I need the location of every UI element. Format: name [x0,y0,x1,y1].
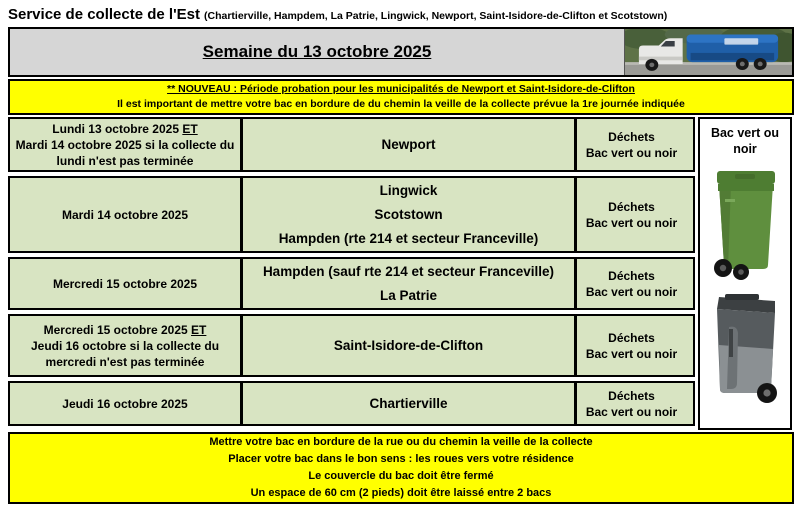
waste-cell [574,119,686,170]
instruction-line: Mettre votre bac en bordure de la rue ou du chemin la veille de la collecte [209,436,593,448]
bin-column-label: Bac vert ou noir [710,126,780,156]
waste-bin: Bac vert ou noir [585,404,678,419]
waste-type: Déchets [608,388,655,403]
waste-bin: Bac vert ou noir [585,346,678,361]
waste-type: Déchets [608,268,655,283]
municipality-cell [240,178,574,251]
date-cell [10,383,240,424]
collection-schedule-document [8,6,794,504]
week-banner [8,27,794,77]
date-et: ET [191,322,207,337]
municipality-name: Hampden (rte 214 et secteur Franceville) [278,230,539,246]
date-cell [10,316,240,375]
waste-cell [574,383,686,424]
date-text: Lundi 13 octobre 2025 [52,121,179,136]
municipality-name: Hampden (sauf rte 214 et secteur Franceville) [262,263,555,279]
date-text: Jeudi 16 octobre 2025 [62,396,188,411]
date-cell [10,178,240,251]
municipality-cell [240,259,574,308]
date-cell [10,259,240,308]
document-title: Service de collecte de l'Est [8,6,200,23]
waste-cell [574,178,686,251]
waste-bin: Bac vert ou noir [585,215,678,230]
date-continuation: Jeudi 16 octobre si la collecte du mercredi n'est pas terminée [30,338,220,369]
schedule-row-monday [8,117,695,172]
municipality-cell [240,316,574,375]
municipality-name: La Patrie [379,287,438,303]
municipality-cell [240,119,574,170]
waste-type: Déchets [608,129,655,144]
notice-line-1: ** NOUVEAU : Période probation pour les municipalités de Newport et Saint-Isidore-de-Clifton [167,83,635,95]
waste-bin: Bac vert ou noir [585,145,678,160]
notice-line-2: Il est important de mettre votre bac en bordure de du chemin la veille de la collecte prévue la 1re journée indiquée [117,98,685,110]
schedule-rows [8,117,695,426]
bin-column [698,117,792,430]
date-cell [10,119,240,170]
waste-cell [574,259,686,308]
garbage-truck-photo [624,29,792,75]
municipality-name: Lingwick [379,182,438,198]
document-subtitle: (Chartierville, Hampdem, La Patrie, Lingwick, Newport, Saint-Isidore-de-Clifton et Scotstown) [204,10,668,22]
schedule-row-wednesday-thursday [8,314,695,377]
schedule-row-tuesday [8,176,695,253]
gray-wheeled-bin-image [705,287,785,407]
waste-cell [574,316,686,375]
schedule-row-thursday [8,381,695,426]
date-text: Mercredi 15 octobre 2025 [52,276,198,291]
document-header [8,6,794,23]
probation-notice-band [8,79,794,115]
date-continuation: Mardi 14 octobre 2025 si la collecte du lundi n'est pas terminée [15,137,235,168]
instruction-line: Un espace de 60 cm (2 pieds) doit être laissé entre 2 bacs [250,487,552,499]
instruction-line: Le couvercle du bac doit être fermé [308,470,494,482]
date-text: Mardi 14 octobre 2025 [61,207,189,222]
instruction-line: Placer votre bac dans le bon sens : les roues vers votre résidence [228,453,574,465]
green-wheeled-bin-image [705,165,785,283]
schedule-row-wednesday [8,257,695,310]
date-et: ET [182,121,198,136]
schedule-area [8,117,794,430]
municipality-name: Newport [381,136,436,152]
municipality-name: Chartierville [369,395,448,411]
date-text: Mercredi 15 octobre 2025 [43,322,188,337]
waste-type: Déchets [608,330,655,345]
municipality-name: Saint-Isidore-de-Clifton [333,337,484,353]
week-title: Semaine du 13 octobre 2025 [202,42,432,61]
waste-type: Déchets [608,199,655,214]
municipality-cell [240,383,574,424]
instructions-band [8,432,794,504]
municipality-name: Scotstown [374,206,443,222]
waste-bin: Bac vert ou noir [585,284,678,299]
